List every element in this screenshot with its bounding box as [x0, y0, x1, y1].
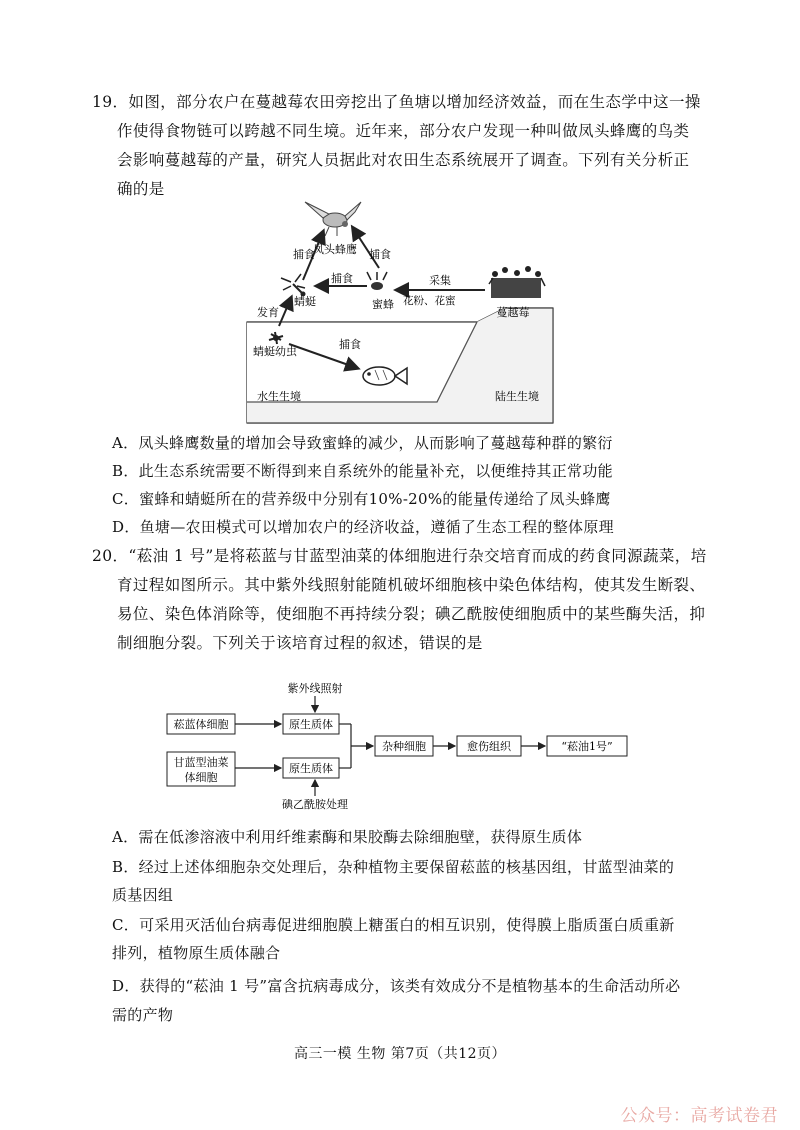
- q19-line-3: 会影响蔓越莓的产量，研究人员据此对农田生态系统展开了调查。下列有关分析正: [117, 151, 690, 169]
- label-prey-4: 捕食: [339, 338, 361, 351]
- q19-line-4: 确的是: [117, 180, 165, 198]
- label-prey-3: 捕食: [331, 272, 353, 285]
- label-callus: 愈伤组织: [467, 740, 511, 753]
- q19-option-a: A．凤头蜂鹰数量的增加会导致蜜蜂的减少，从而影响了蔓越莓种群的繁衍: [112, 434, 613, 452]
- label-bee: 蜜蜂: [372, 298, 394, 311]
- q20-option-a: A．需在低渗溶液中利用纤维素酶和果胶酶去除细胞壁，获得原生质体: [112, 828, 583, 846]
- q20-option-d-cont: 需的产物: [112, 1006, 174, 1024]
- label-uv: 紫外线照射: [287, 682, 343, 695]
- q19-option-d: D．鱼塘—农田模式可以增加农户的经济收益，遵循了生态工程的整体原理: [112, 518, 614, 536]
- q20-line-3: 易位、染色体消除等，使细胞不再持续分裂；碘乙酰胺使细胞质中的某些酶失活，抑: [117, 605, 706, 623]
- q20-line-2: 育过程如图所示。其中紫外线照射能随机破坏细胞核中染色体结构，使其发生断裂、: [117, 576, 706, 594]
- label-dragonfly: 蜻蜓: [294, 295, 316, 308]
- watermark: 公众号：高考试卷君: [620, 1106, 778, 1126]
- q20-line-1: 20．“菘油 1 号”是将菘蓝与甘蓝型油菜的体细胞进行杂交培育而成的药食同源蔬菜，培: [92, 547, 707, 565]
- q20-option-c: C．可采用灭活仙台病毒促进细胞膜上糖蛋白的相互识别，使得膜上脂质蛋白质重新: [112, 916, 675, 934]
- label-cranberry: 蔓越莓: [496, 306, 530, 319]
- label-cell1: 菘蓝体细胞: [173, 718, 229, 731]
- label-pollen: 花粉、花蜜: [403, 295, 456, 307]
- label-bird: 凤头蜂鹰: [313, 243, 357, 256]
- q20-option-b-cont: 质基因组: [112, 886, 174, 904]
- page-footer: 高三一模 生物 第7页（共12页）: [293, 1046, 507, 1062]
- label-aquatic: 水生生境: [257, 390, 301, 403]
- bee-icon: [367, 272, 387, 290]
- q19-option-c: C．蜜蜂和蜻蜓所在的营养级中分别有10%-20%的能量传递给了凤头蜂鹰: [112, 490, 611, 508]
- label-proto2: 原生质体: [289, 762, 333, 775]
- label-product: “菘油1号”: [561, 740, 613, 753]
- label-collect: 采集: [429, 274, 451, 287]
- label-develop: 发育: [257, 306, 279, 319]
- q19-option-b: B．此生态系统需要不断得到来自系统外的能量补充，以便维持其正常功能: [112, 462, 613, 480]
- q20-option-d: D．获得的“菘油 1 号”富含抗病毒成分，该类有效成分不是植物基本的生命活动所必: [112, 977, 681, 995]
- label-larva: 蜻蜓幼虫: [253, 345, 297, 358]
- label-iodo: 碘乙酰胺处理: [282, 798, 348, 810]
- label-hybrid: 杂种细胞: [382, 740, 426, 753]
- label-prey-1: 捕食: [293, 248, 315, 261]
- label-cell2a: 甘蓝型油菜: [173, 756, 229, 769]
- q20-line-4: 制细胞分裂。下列关于该培育过程的叙述，错误的是: [117, 634, 483, 652]
- label-terrestrial: 陆生生境: [495, 390, 539, 403]
- q20-option-c-cont: 排列，植物原生质体融合: [112, 944, 281, 962]
- crested-honey-buzzard-icon: [305, 202, 361, 236]
- q19-line-2: 作使得食物链可以跨越不同生境。近年来，部分农户发现一种叫做凤头蜂鹰的鸟类: [117, 122, 690, 140]
- dragonfly-icon: [281, 274, 306, 297]
- food-web-figure: [245, 198, 557, 426]
- breeding-flow-figure: [165, 680, 635, 810]
- label-proto1: 原生质体: [289, 718, 333, 731]
- label-cell2b: 体细胞: [184, 771, 218, 784]
- q19-line-1: 19．如图，部分农户在蔓越莓农田旁挖出了鱼塘以增加经济效益，而在生态学中这一操: [92, 93, 701, 111]
- label-prey-2: 捕食: [369, 248, 391, 261]
- cranberry-icon: [489, 266, 545, 298]
- q20-option-b: B．经过上述体细胞杂交处理后，杂种植物主要保留菘蓝的核基因组，甘蓝型油菜的: [112, 858, 675, 876]
